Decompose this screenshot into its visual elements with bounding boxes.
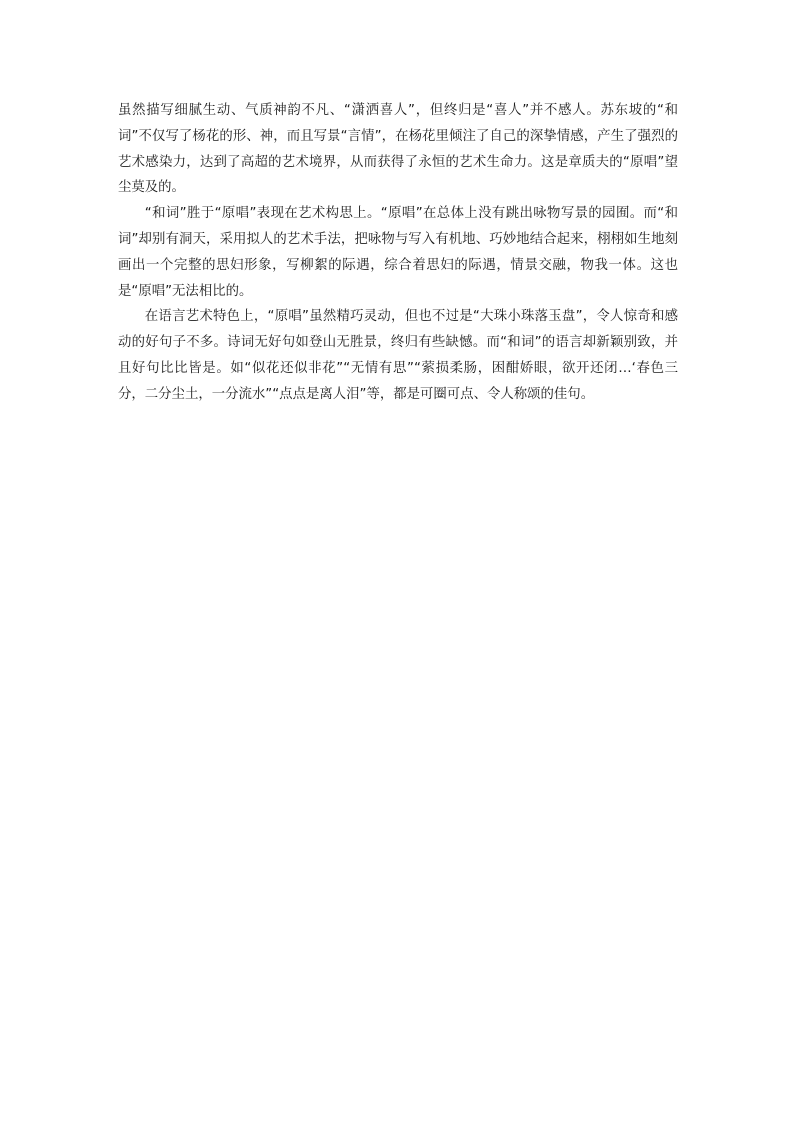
- paragraph-artistic-conception: “和词”胜于“原唱”表现在艺术构思上。“原唱”在总体上没有跳出咏物写景的园囿。而“和词”却别有洞天，采用拟人的艺术手法，把咏物与写入有机地、巧妙地结合起来，栩栩如生地刻画出一个完整的思妇形象，写柳絮的际遇，综合着思妇的际遇，情景交融，物我一体。这也是“原唱”无法相比的。: [118, 206, 678, 299]
- paragraph-language-features: 在语言艺术特色上，“原唱”虽然精巧灵动，但也不过是“大珠小珠落玉盘”，令人惊奇和感动的好句子不多。诗词无好句如登山无胜景，终归有些缺憾。而“和词”的语言却新颖别致，并且好句比比皆是。如“似花还似非花”“无情有思”“萦损柔肠，困酣娇眼，欲开还闭…‘春色三分，二分尘土，一分流水”“点点是离人泪”等，都是可圈可点、令人称颂的佳句。: [118, 309, 678, 402]
- paragraph-continuation: 虽然描写细腻生动、气质神韵不凡、“潇洒喜人”，但终归是“喜人”并不感人。苏东坡的“和词”不仅写了杨花的形、神，而且写景“言情”，在杨花里倾注了自己的深挚情感，产生了强烈的艺术感染力，达到了高超的艺术境界，从而获得了永恒的艺术生命力。这是章质夫的“原唱”望尘莫及的。: [118, 103, 678, 196]
- document-body: [118, 98, 678, 408]
